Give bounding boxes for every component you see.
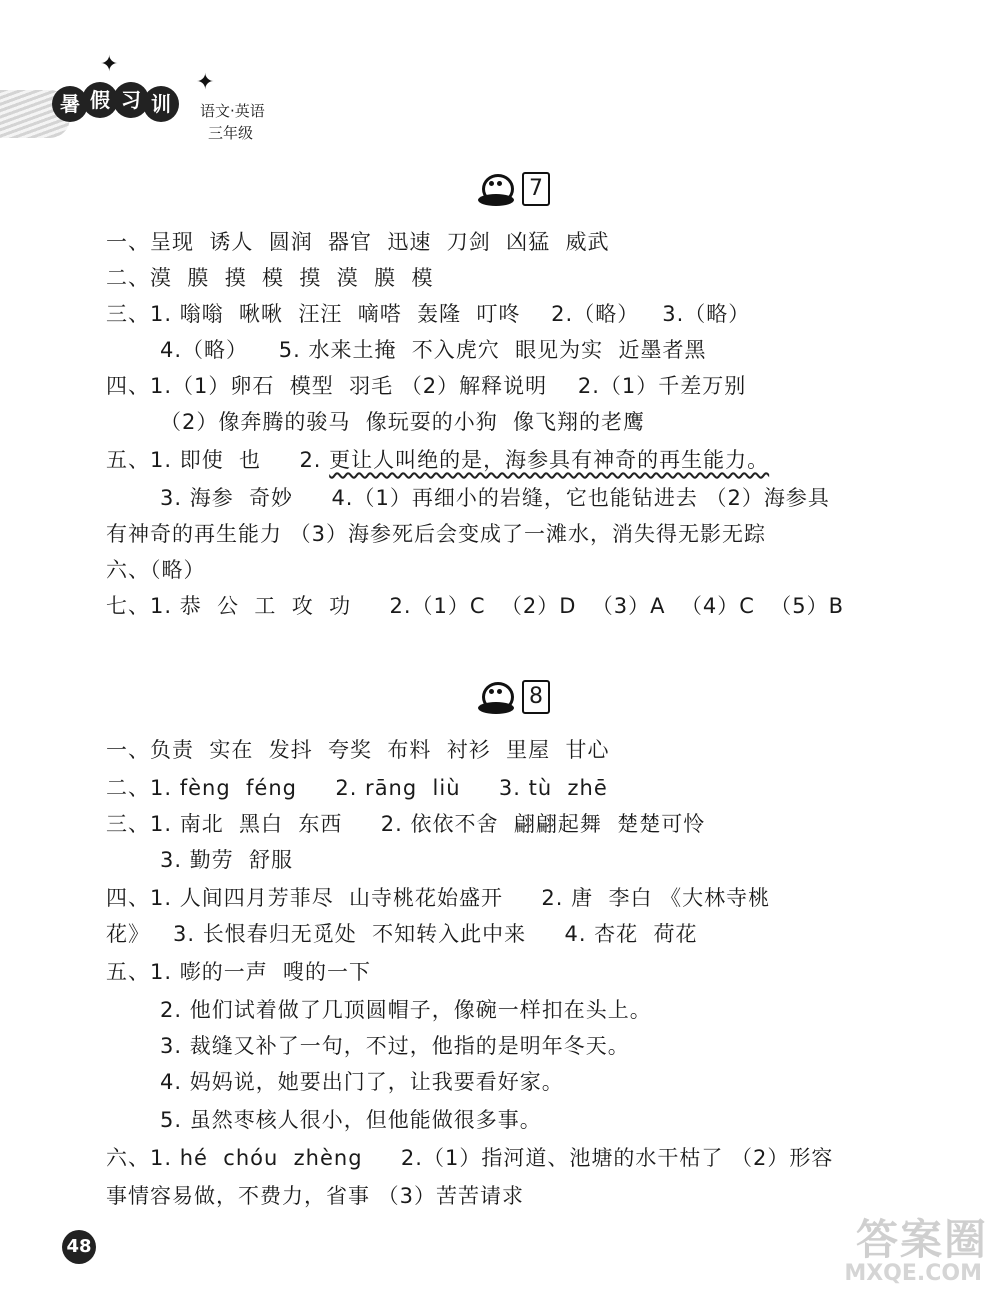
title-badge: 假 [82,82,118,118]
answer-line: 4. 妈妈说，她要出门了，让我要看好家。 [160,1070,564,1094]
answer-line: 一、呈现 诱人 圆润 器官 迅速 刀剑 凶猛 威武 [106,230,610,254]
section-number: 8 [522,680,550,714]
answer-line: 3. 勤劳 舒服 [160,848,294,872]
grade-label: 三年级 [208,124,254,142]
answer-line: 三、1. 南北 黑白 东西 2. 依依不舍 翩翩起舞 楚楚可怜 [106,812,706,836]
answer-line: 有神奇的再生能力 （3）海参死后会变成了一滩水，消失得无影无踪 [106,522,767,546]
answer-line: 三、1. 嗡嗡 啾啾 汪汪 嘀嗒 轰隆 叮咚 2.（略） 3.（略） [106,302,751,326]
answer-line: 花》 3. 长恨春归无觅处 不知转入此中来 4. 杏花 荷花 [106,922,698,946]
answer-line: 六、（略） [106,558,206,582]
panda-mascot-icon [478,680,516,714]
section-heading-8 [478,676,550,718]
section-number: 7 [522,172,550,206]
book-header [0,30,320,140]
answer-line: 二、1. fèng féng 2. rāng liù 3. tù zhē [106,776,608,800]
watermark-logo [818,1207,988,1297]
panda-mascot-icon [478,172,516,206]
answer-line: 六、1. hé chóu zhèng 2.（1）指河道、池塘的水干枯了 （2）形容 [106,1146,834,1170]
title-badge: 暑 [52,86,88,122]
answer-line [106,444,769,474]
answer-line: 3. 海参 奇妙 4.（1）再细小的岩缝，它也能钻进去 （2）海参具 [160,486,830,510]
answer-line: 3. 裁缝又补了一句，不过，他指的是明年冬天。 [160,1034,630,1058]
page-number: 48 [62,1230,96,1264]
title-badge: 训 [143,86,179,122]
answer-line: 七、1. 恭 公 工 攻 功 2.（1）C （2）D （3）A （4）C （5）B [106,594,845,618]
answer-line: 事情容易做，不费力，省事 （3）苦苦请求 [106,1184,525,1208]
title-badge: 习 [113,82,149,118]
wavy-underlined-sentence: 更让人叫绝的是，海参具有神奇的再生能力。 [329,448,770,472]
answer-line-prefix: 五、1. 即使 也 2. [106,448,330,472]
watermark-url: MXQE.COM [844,1261,982,1286]
answer-line: 二、漠 膜 摸 模 摸 漠 膜 模 [106,266,434,290]
watermark-text: 答案圈 [855,1215,988,1264]
answer-line: 四、1. 人间四月芳菲尽 山寺桃花始盛开 2. 唐 李白 《大林寺桃 [106,886,771,910]
subject-label: 语文·英语 [200,102,265,120]
answer-line: 4.（略） 5. 水来土掩 不入虎穴 眼见为实 近墨者黑 [160,338,707,362]
star-icon: ✦ [100,52,119,77]
answer-line: 五、1. 嘭的一声 嗖的一下 [106,960,372,984]
answer-line: （2）像奔腾的骏马 像玩耍的小狗 像飞翔的老鹰 [160,410,646,434]
answer-line: 5. 虽然枣核人很小，但他能做很多事。 [160,1108,542,1132]
answer-line: 2. 他们试着做了几顶圆帽子，像碗一样扣在头上。 [160,998,652,1022]
answer-line: 四、1.（1）卵石 模型 羽毛 （2）解释说明 2.（1）千差万别 [106,374,747,398]
section-heading-7 [478,168,550,210]
star-icon: ✦ [196,70,215,95]
answer-line: 一、负责 实在 发抖 夸奖 布料 衬衫 里屋 甘心 [106,738,610,762]
